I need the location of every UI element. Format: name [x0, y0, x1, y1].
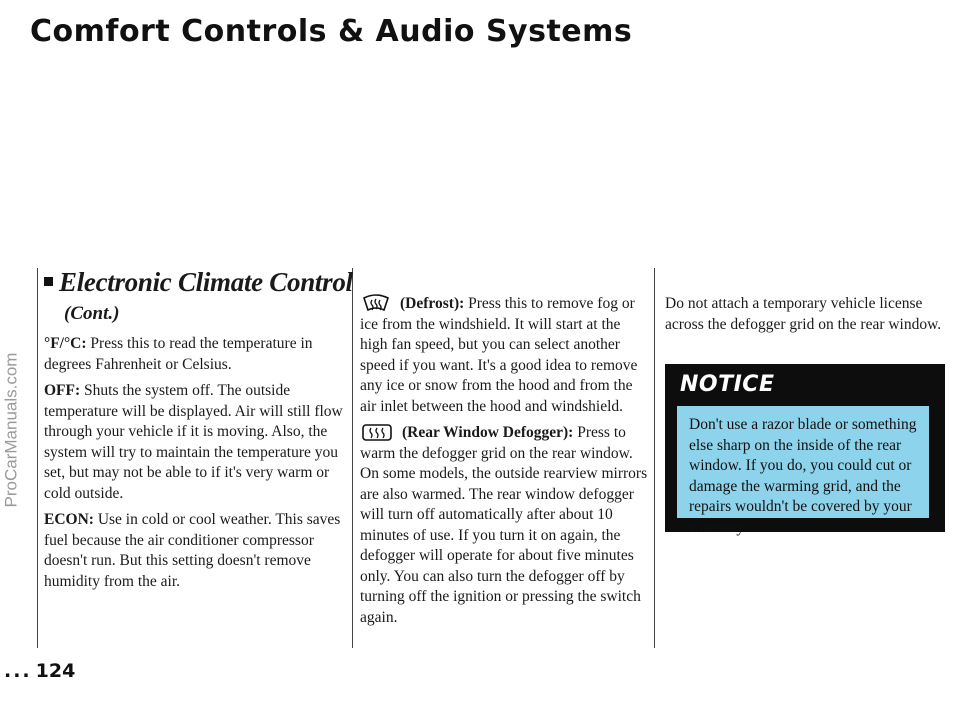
term-label: OFF:	[44, 382, 81, 399]
column-rule-middle	[352, 268, 353, 648]
footer-dots: ...	[4, 660, 32, 682]
notice-title: NOTICE	[680, 372, 775, 397]
term-text: Use in cold or cool weather. This saves fuel because the air conditioner compressor doesn't run. But this setting doesn't remove humidity from the air.	[44, 511, 341, 590]
term-text: Press this to read the temperature in degrees Fahrenheit or Celsius.	[44, 335, 313, 373]
page-header-title: Comfort Controls & Audio Systems	[30, 14, 633, 49]
page-number-value: 124	[35, 660, 76, 682]
notice-body: Don't use a razor blade or something else sharp on the inside of the rear window. If you do, you could cut or damage the warming grid, and the repairs wouldn't be covered by your warranty.	[677, 406, 929, 518]
notice-box	[665, 364, 945, 536]
term-label: °F/°C:	[44, 335, 87, 352]
side-watermark	[0, 220, 22, 640]
term-label: (Defrost):	[400, 295, 465, 312]
term-label: (Rear Window Defogger):	[402, 424, 574, 441]
middle-column	[360, 294, 650, 634]
rear-defogger-icon	[360, 423, 394, 443]
paragraph-license: Do not attach a temporary vehicle license across the defogger grid on the rear window.	[665, 295, 942, 333]
page-number	[4, 660, 75, 682]
paragraph-off	[44, 381, 346, 504]
defrost-icon	[360, 294, 392, 314]
section-title: Electronic Climate Control	[59, 267, 353, 297]
term-text: Press to warm the defogger grid on the rear window. On some models, the outside rearview mirrors are also warmed. The rear window defogger will turn off automatically after about 10 minutes of use. If you turn it on again, the defogger will operate for about five minutes only. You can also turn the defogger off by turning off the ignition or pressing the switch again.	[360, 424, 648, 626]
paragraph-fc	[44, 334, 346, 375]
term-text: Press this to remove fog or ice from the windshield. It will start at the high fan speed, but you can select another speed if you want. It's a good idea to remove any ice or snow from the hood and from the air inlet between the hood and windshield.	[360, 295, 638, 415]
section-heading	[44, 266, 353, 298]
column-rule-left	[37, 268, 38, 648]
paragraph-rear-defogger	[360, 423, 650, 628]
paragraph-defrost	[360, 294, 650, 417]
section-subtitle: (Cont.)	[64, 303, 120, 324]
term-label: ECON:	[44, 511, 94, 528]
paragraph-econ	[44, 510, 346, 592]
watermark-text: ProCarManuals.com	[1, 352, 21, 508]
right-column	[665, 294, 947, 341]
square-bullet-icon	[44, 277, 53, 286]
term-text: Shuts the system off. The outside temperature will be displayed. Air will still flow through your vehicle if it is moving. Also, the system will try to maintain the temperature you set, but may not be able to if it's very warm or cold outside.	[44, 382, 343, 502]
column-rule-right	[654, 268, 655, 648]
left-column	[44, 266, 353, 598]
